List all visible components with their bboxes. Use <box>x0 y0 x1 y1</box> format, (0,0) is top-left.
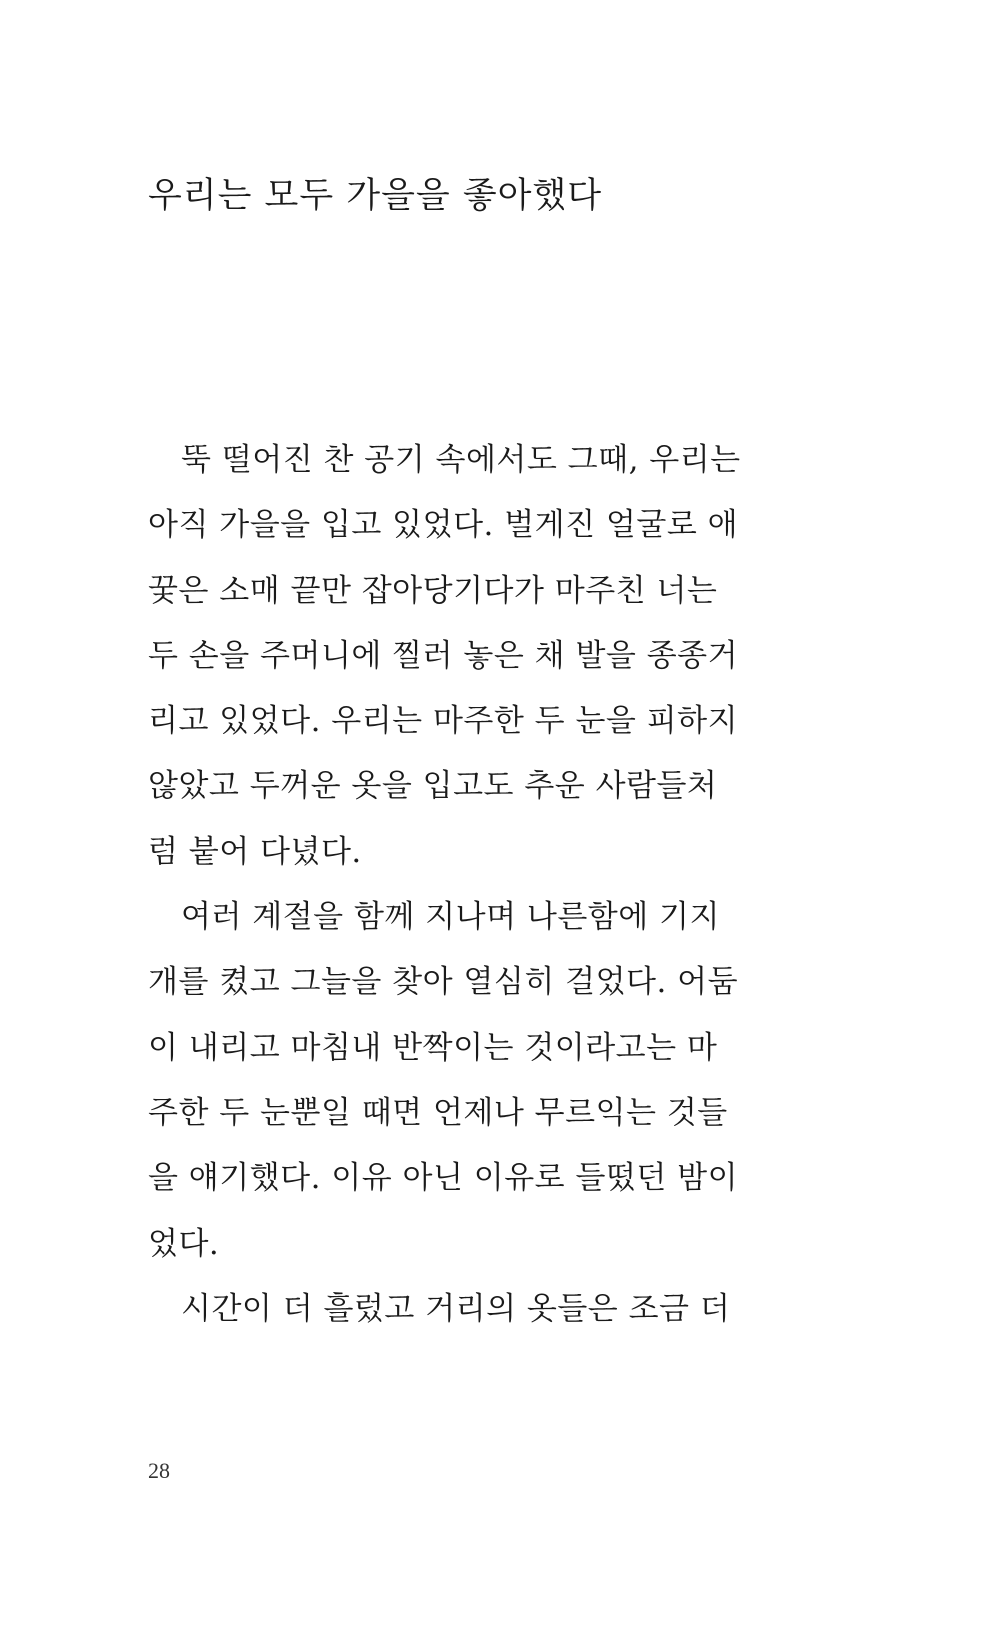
paragraph-line: 을 얘기했다. 이유 아닌 이유로 들떴던 밤이 <box>148 1160 739 1197</box>
body-text <box>148 428 741 1342</box>
paragraph-line: 여러 계절을 함께 지나며 나른함에 기지 <box>181 899 720 936</box>
chapter-title: 우리는 모두 가을을 좋아했다 <box>148 176 603 216</box>
paragraph-line: 주한 두 눈뿐일 때면 언제나 무르익는 것들 <box>148 1094 728 1131</box>
paragraph-line: 리고 있었다. 우리는 마주한 두 눈을 피하지 <box>148 703 739 740</box>
paragraph-line: 않았고 두꺼운 옷을 입고도 추운 사람들처 <box>148 768 718 805</box>
paragraph-line: 개를 켰고 그늘을 찾아 열심히 걸었다. 어둠 <box>148 964 739 1001</box>
paragraph-line: 꿎은 소매 끝만 잡아당기다가 마주친 너는 <box>148 572 718 609</box>
paragraph-line: 럼 붙어 다녔다. <box>148 833 362 870</box>
page-number: 28 <box>148 1458 170 1483</box>
paragraph-line: 시간이 더 흘렀고 거리의 옷들은 조금 더 <box>181 1290 731 1327</box>
paragraph-line: 두 손을 주머니에 찔러 놓은 채 발을 종종거 <box>148 637 739 674</box>
paragraph-line: 이 내리고 마침내 반짝이는 것이라고는 마 <box>148 1029 718 1066</box>
paragraph-line: 뚝 떨어진 찬 공기 속에서도 그때, 우리는 <box>181 442 741 478</box>
paragraph-line: 아직 가을을 입고 있었다. 벌게진 얼굴로 애 <box>148 507 739 544</box>
paragraph-line: 었다. <box>148 1225 220 1262</box>
